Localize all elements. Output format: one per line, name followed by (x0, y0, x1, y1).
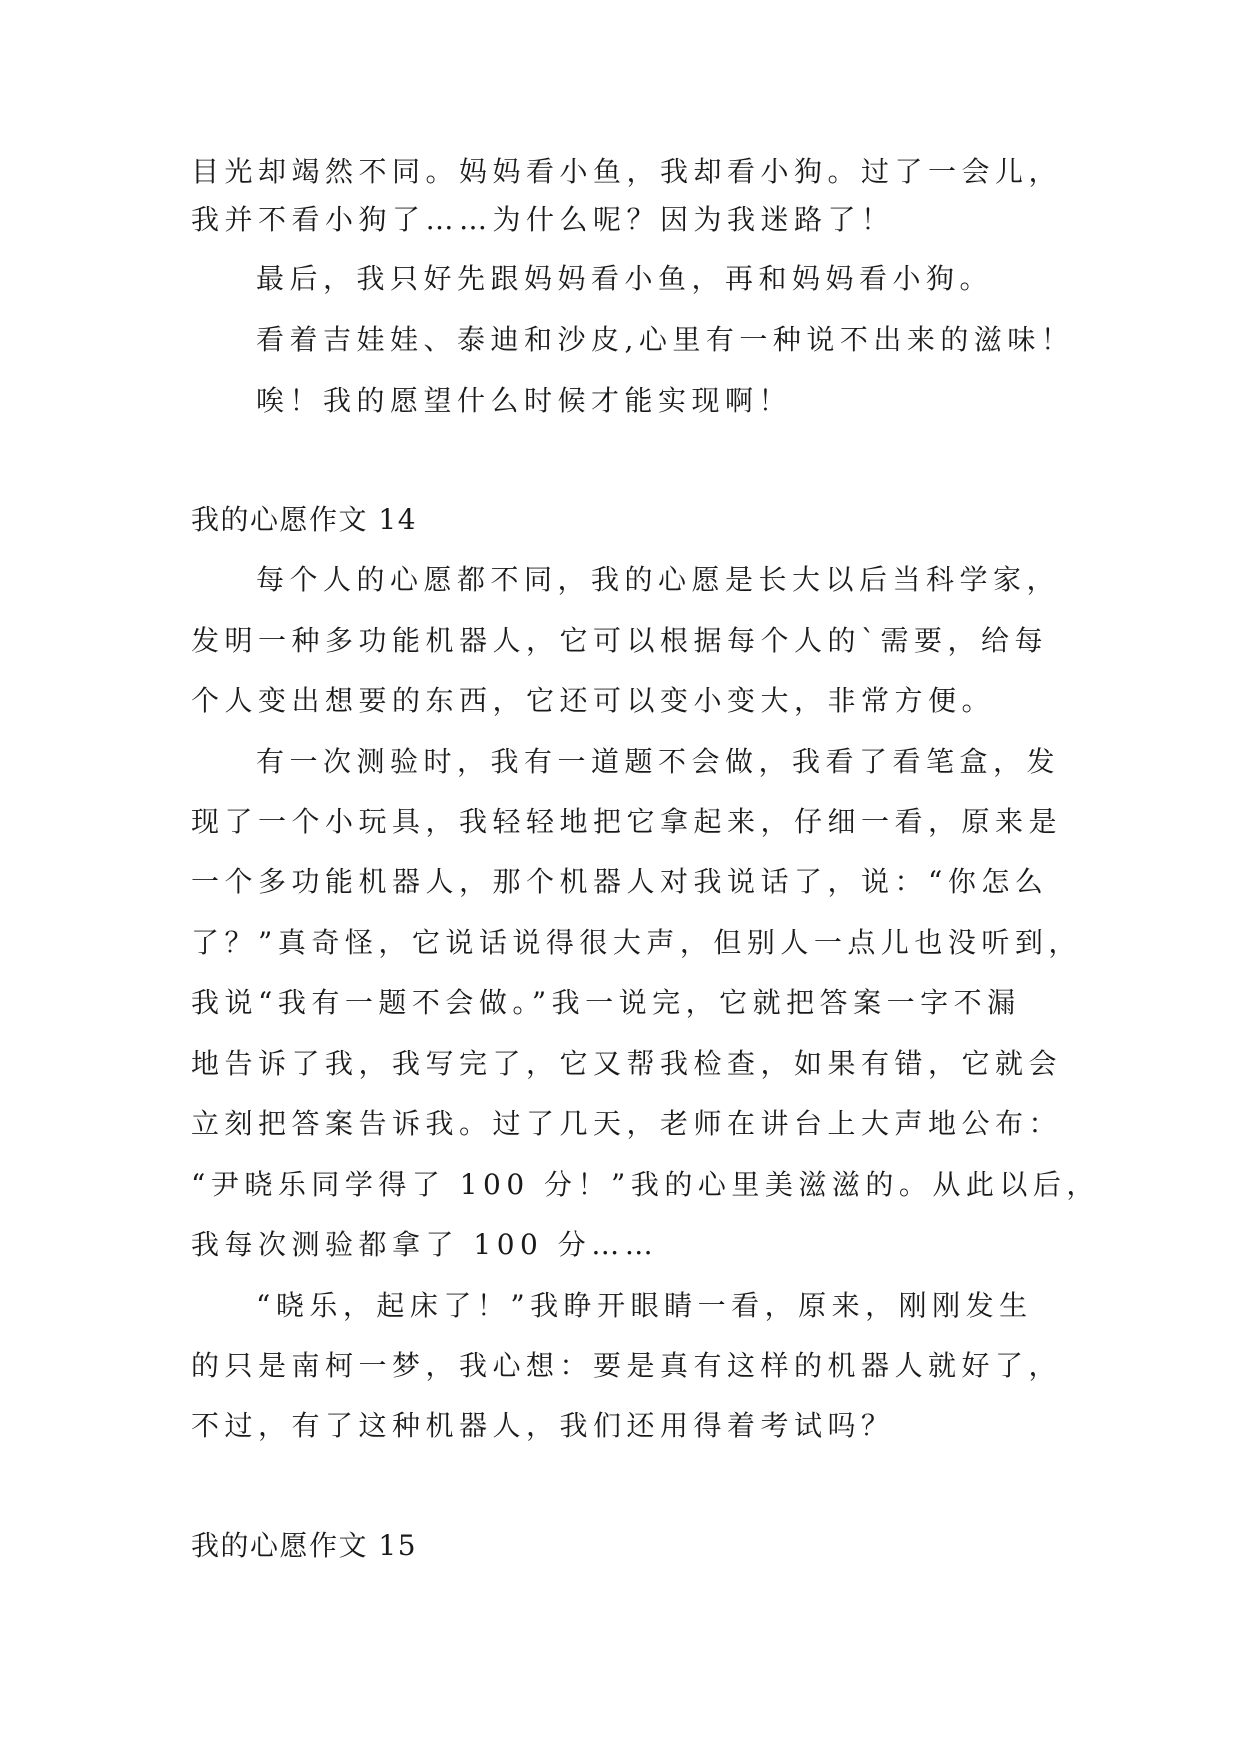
section-heading: 我的心愿作文 14 (191, 503, 418, 536)
text-line: 我说“我有一题不会做。”我一说完，它就把答案一字不漏 (191, 986, 1021, 1019)
text-line: 最后，我只好先跟妈妈看小鱼，再和妈妈看小狗。 (256, 262, 994, 295)
text-line: 每个人的心愿都不同，我的心愿是长大以后当科学家， (256, 563, 1061, 596)
text-line: 地告诉了我，我写完了，它又帮我检查，如果有错，它就会 (191, 1047, 1063, 1080)
text-line: 目光却竭然不同。妈妈看小鱼，我却看小狗。过了一会儿， (191, 155, 1063, 188)
text-line: 不过，有了这种机器人，我们还用得着考试吗？ (191, 1409, 895, 1442)
text-line: “尹晓乐同学得了 100 分！”我的心里美滋滋的。从此以后， (191, 1168, 1100, 1201)
text-line: 我并不看小狗了……为什么呢？因为我迷路了！ (191, 203, 895, 236)
text-line: 立刻把答案告诉我。过了几天，老师在讲台上大声地公布： (191, 1107, 1063, 1140)
text-line: “晓乐，起床了！”我睁开眼睛一看，原来，刚刚发生 (256, 1289, 1033, 1322)
text-line: 唉！我的愿望什么时候才能实现啊！ (256, 384, 793, 417)
text-line: 了？”真奇怪，它说话说得很大声，但别人一点儿也没听到， (191, 926, 1082, 959)
text-line: 有一次测验时，我有一道题不会做，我看了看笔盒，发 (256, 745, 1061, 778)
text-line: 的只是南柯一梦，我心想：要是真有这样的机器人就好了， (191, 1349, 1063, 1382)
text-line: 我每次测验都拿了 100 分…… (191, 1228, 659, 1261)
text-line: 发明一种多功能机器人，它可以根据每个人的`需要，给每 (191, 624, 1049, 657)
text-line: 一个多功能机器人，那个机器人对我说话了，说：“你怎么 (191, 865, 1049, 898)
section-heading: 我的心愿作文 15 (191, 1529, 418, 1562)
text-line: 个人变出想要的东西，它还可以变小变大，非常方便。 (191, 684, 996, 717)
text-line: 现了一个小玩具，我轻轻地把它拿起来，仔细一看，原来是 (191, 805, 1063, 838)
text-line: 看着吉娃娃、泰迪和沙皮,心里有一种说不出来的滋味！ (256, 323, 1075, 356)
